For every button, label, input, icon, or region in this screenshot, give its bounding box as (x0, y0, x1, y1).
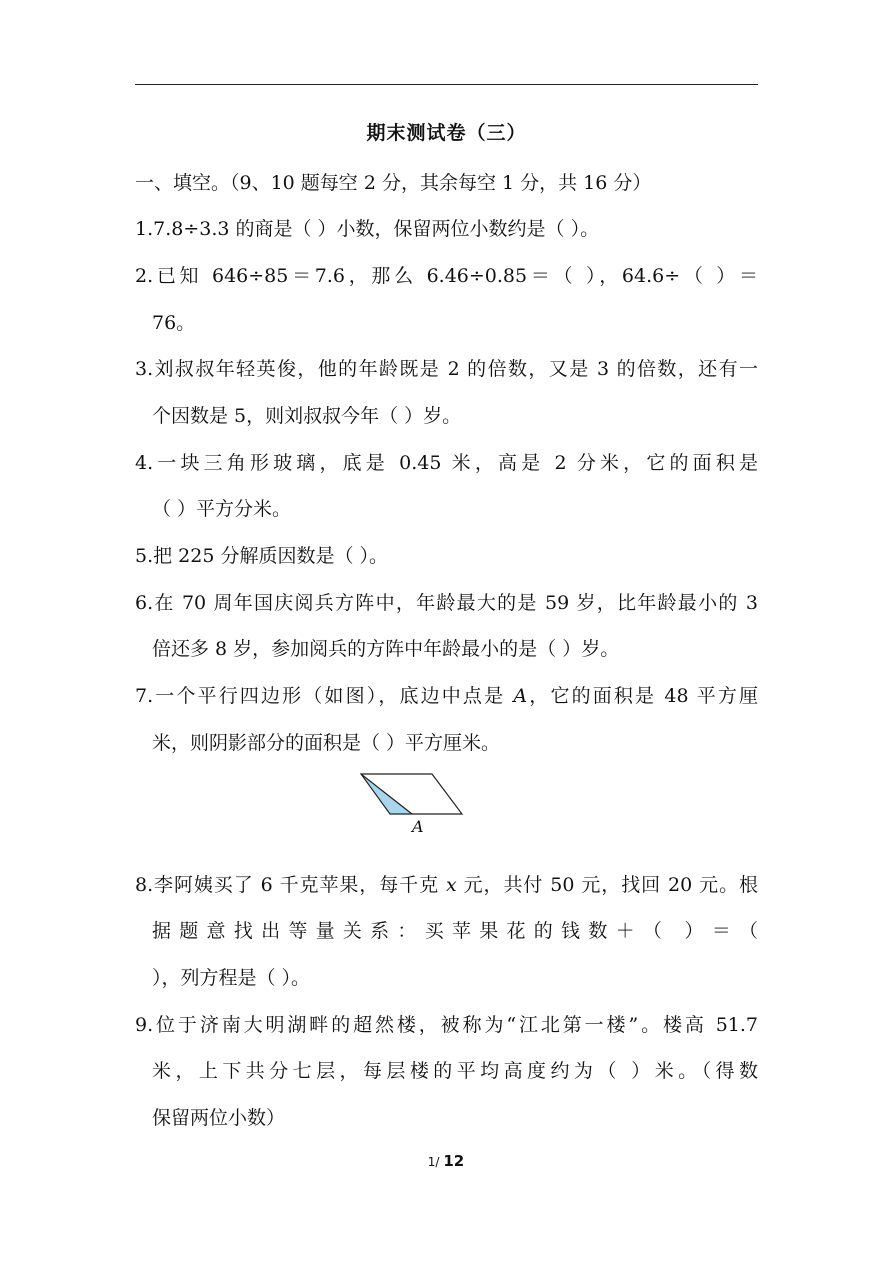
header-rule (135, 84, 758, 85)
question-5: 5.把 225 分解质因数是（ ）。 (135, 545, 389, 567)
question-8-text-a: 8.李阿姨买了 6 千克苹果，每千克 (135, 874, 446, 896)
question-3-line-2: 个因数是 5，则刘叔叔今年（ ）岁。 (152, 405, 462, 427)
question-9-line-1: 9.位于济南大明湖畔的超然楼，被称为“江北第一楼”。楼高 51.7 (135, 1014, 758, 1036)
question-6-line-1: 6.在 70 周年国庆阅兵方阵中，年龄最大的是 59 岁，比年龄最小的 3 (135, 592, 758, 614)
question-7-text-b: ，它的面积是 48 平方厘 (527, 685, 758, 707)
question-6-line-2: 倍还多 8 岁，参加阅兵的方阵中年龄最小的是（ ）岁。 (152, 638, 620, 660)
question-2-line-1: 2.已知 646÷85＝7.6，那么 6.46÷0.85＝（ ），64.6÷（ ）＝ (135, 265, 758, 287)
question-8-line-1 (135, 872, 758, 898)
question-7-line-1 (135, 683, 758, 709)
question-9-line-3: 保留两位小数） (152, 1107, 286, 1129)
parallelogram-outline (361, 774, 462, 814)
question-2-line-2: 76。 (152, 312, 196, 334)
question-7-text-a: 7.一个平行四边形（如图），底边中点是 (135, 685, 514, 707)
figure-label-a: A (412, 817, 424, 836)
page-number (0, 1152, 892, 1170)
page-title: 期末测试卷（三） (366, 122, 527, 144)
page-current: 1/ (427, 1155, 440, 1169)
question-8-line-2: 据题意找出等量关系：买苹果花的钱数＋（ ）＝（ (152, 920, 758, 942)
question-7-line-2: 米，则阴影部分的面积是（ ）平方厘米。 (152, 732, 501, 754)
parallelogram-diagram (350, 766, 474, 836)
question-4-line-2: （ ）平方分米。 (152, 498, 292, 520)
question-1: 1.7.8÷3.3 的商是（ ）小数，保留两位小数约是（ ）。 (135, 218, 600, 240)
page-total: 12 (443, 1152, 465, 1170)
question-3-line-1: 3.刘叔叔年轻英俊，他的年龄既是 2 的倍数，又是 3 的倍数，还有一 (135, 358, 758, 380)
question-8-text-b: 元，共付 50 元，找回 20 元。根 (456, 874, 758, 896)
question-9-line-2: 米，上下共分七层，每层楼的平均高度约为（ ）米。（得数 (152, 1060, 758, 1082)
variable-x: x (445, 874, 457, 896)
question-4-line-1: 4.一块三角形玻璃，底是 0.45 米，高是 2 分米，它的面积是 (135, 452, 758, 474)
section-heading: 一、填空。（9、10 题每空 2 分，其余每空 1 分，共 16 分） (135, 172, 652, 194)
parallelogram-figure (350, 766, 474, 836)
question-8-line-3: ），列方程是（ ）。 (152, 967, 311, 989)
point-a-label: A (513, 685, 528, 707)
